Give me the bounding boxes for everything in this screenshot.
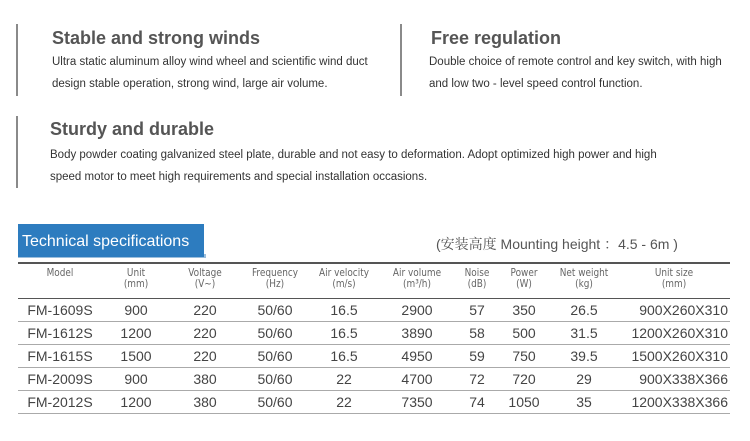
- table-cell: 900: [102, 368, 170, 391]
- feature-text-free-regulation: [429, 51, 747, 95]
- column-header: [107, 266, 165, 299]
- table-cell: 16.5: [310, 345, 378, 368]
- table-cell: 72: [456, 368, 498, 391]
- table-cell: 350: [498, 299, 550, 322]
- table-cell: 1200: [102, 322, 170, 345]
- feature-divider-3: [16, 116, 18, 188]
- table-cell: 57: [456, 299, 498, 322]
- table-cell: 50/60: [240, 345, 310, 368]
- column-header: [555, 266, 613, 299]
- table-cell: 74: [456, 391, 498, 414]
- table-row: [18, 368, 730, 391]
- feature-text-stable-winds: [52, 51, 392, 95]
- feature-text-sturdy-durable: [50, 144, 740, 188]
- column-header-name: Power: [510, 267, 538, 279]
- table-cell: 31.5: [550, 322, 618, 345]
- spec-table: [18, 266, 730, 414]
- column-header-unit: (Hz): [265, 278, 285, 290]
- table-cell: 220: [170, 322, 240, 345]
- table-cell: 50/60: [240, 368, 310, 391]
- table-row: [18, 345, 730, 368]
- table-cell: 35: [550, 391, 618, 414]
- column-header: [245, 266, 305, 299]
- table-cell: 50/60: [240, 391, 310, 414]
- feature-title-sturdy-durable: Sturdy and durable: [50, 119, 215, 139]
- column-header: [175, 266, 235, 299]
- table-cell: 1200X260X310: [618, 322, 730, 345]
- table-cell: 900X338X366: [618, 368, 730, 391]
- table-cell: 3890: [378, 322, 456, 345]
- table-cell: 22: [310, 391, 378, 414]
- feature-divider-1: [16, 24, 18, 96]
- table-row: [18, 299, 730, 322]
- column-header-unit: (dB): [467, 278, 487, 290]
- column-header-name: Unit: [126, 267, 146, 279]
- table-cell: 380: [170, 391, 240, 414]
- table-cell: FM-2009S: [18, 368, 102, 391]
- feature-text-line: and low two - level speed control function.: [429, 78, 643, 90]
- column-header-unit: (V~): [194, 278, 216, 290]
- table-row: [18, 322, 730, 345]
- column-header-name: Air velocity: [319, 267, 369, 279]
- table-cell: 1050: [498, 391, 550, 414]
- column-header: [384, 266, 450, 299]
- table-top-rule: [18, 262, 730, 264]
- column-header-name: Noise: [464, 267, 490, 279]
- table-cell: 29: [550, 368, 618, 391]
- table-row: [18, 391, 730, 414]
- table-cell: 1200: [102, 391, 170, 414]
- table-cell: 50/60: [240, 299, 310, 322]
- table-cell: 220: [170, 345, 240, 368]
- table-cell: 1500X260X310: [618, 345, 730, 368]
- spec-header: Technical specifications: [18, 224, 204, 257]
- table-cell: 900: [102, 299, 170, 322]
- feature-text-line: Ultra static aluminum alloy wind wheel and scientific wind duct: [52, 56, 368, 68]
- column-header-name: Net weight: [559, 267, 609, 279]
- table-cell: 220: [170, 299, 240, 322]
- column-header-unit: (m/s): [332, 278, 356, 290]
- table-cell: 39.5: [550, 345, 618, 368]
- column-header: [24, 266, 95, 299]
- feature-title-stable-winds: Stable and strong winds: [52, 28, 261, 48]
- feature-text-line: Double choice of remote control and key switch, with high: [429, 56, 722, 68]
- table-cell: 50/60: [240, 322, 310, 345]
- column-header-unit: (m³/h): [403, 278, 431, 290]
- feature-text-line: design stable operation, strong wind, large air volume.: [52, 78, 328, 90]
- column-header-name: Frequency: [251, 267, 299, 279]
- table-cell: 59: [456, 345, 498, 368]
- table-cell: 900X260X310: [618, 299, 730, 322]
- feature-title-free-regulation: Free regulation: [431, 28, 562, 48]
- table-cell: 2900: [378, 299, 456, 322]
- table-cell: 380: [170, 368, 240, 391]
- table-cell: 26.5: [550, 299, 618, 322]
- column-header-name: Model: [46, 267, 74, 279]
- table-cell: 7350: [378, 391, 456, 414]
- table-cell: 16.5: [310, 322, 378, 345]
- column-header: [315, 266, 373, 299]
- mounting-height-note: (安装高度 Mounting height ：4.5 - 6m ): [436, 236, 678, 252]
- spec-table-body: [18, 299, 730, 414]
- table-cell: FM-1609S: [18, 299, 102, 322]
- column-header-unit: (W): [516, 278, 532, 290]
- table-cell: FM-1615S: [18, 345, 102, 368]
- feature-text-line: speed motor to meet high requirements and special installation occasions.: [50, 171, 428, 183]
- column-header-unit: (kg): [575, 278, 593, 290]
- column-header: [626, 266, 721, 299]
- column-header-name: Voltage: [188, 267, 222, 279]
- column-header-unit: (mm): [123, 278, 149, 290]
- table-cell: 1200X338X366: [618, 391, 730, 414]
- column-header-name: Unit size: [654, 267, 694, 279]
- table-cell: FM-1612S: [18, 322, 102, 345]
- table-cell: 1500: [102, 345, 170, 368]
- column-header-name: Air volume: [392, 267, 442, 279]
- table-cell: 500: [498, 322, 550, 345]
- table-cell: FM-2012S: [18, 391, 102, 414]
- column-header-unit: (mm): [661, 278, 687, 290]
- table-cell: 16.5: [310, 299, 378, 322]
- table-cell: 4700: [378, 368, 456, 391]
- column-header: [459, 266, 495, 299]
- feature-divider-2: [400, 24, 402, 96]
- table-cell: 750: [498, 345, 550, 368]
- table-cell: 4950: [378, 345, 456, 368]
- table-cell: 720: [498, 368, 550, 391]
- spec-table-header-row: [18, 266, 730, 299]
- table-cell: 22: [310, 368, 378, 391]
- column-header: [502, 266, 546, 299]
- table-cell: 58: [456, 322, 498, 345]
- feature-text-line: Body powder coating galvanized steel plate, durable and not easy to deformation. Adopt optimized high power and high: [50, 149, 657, 161]
